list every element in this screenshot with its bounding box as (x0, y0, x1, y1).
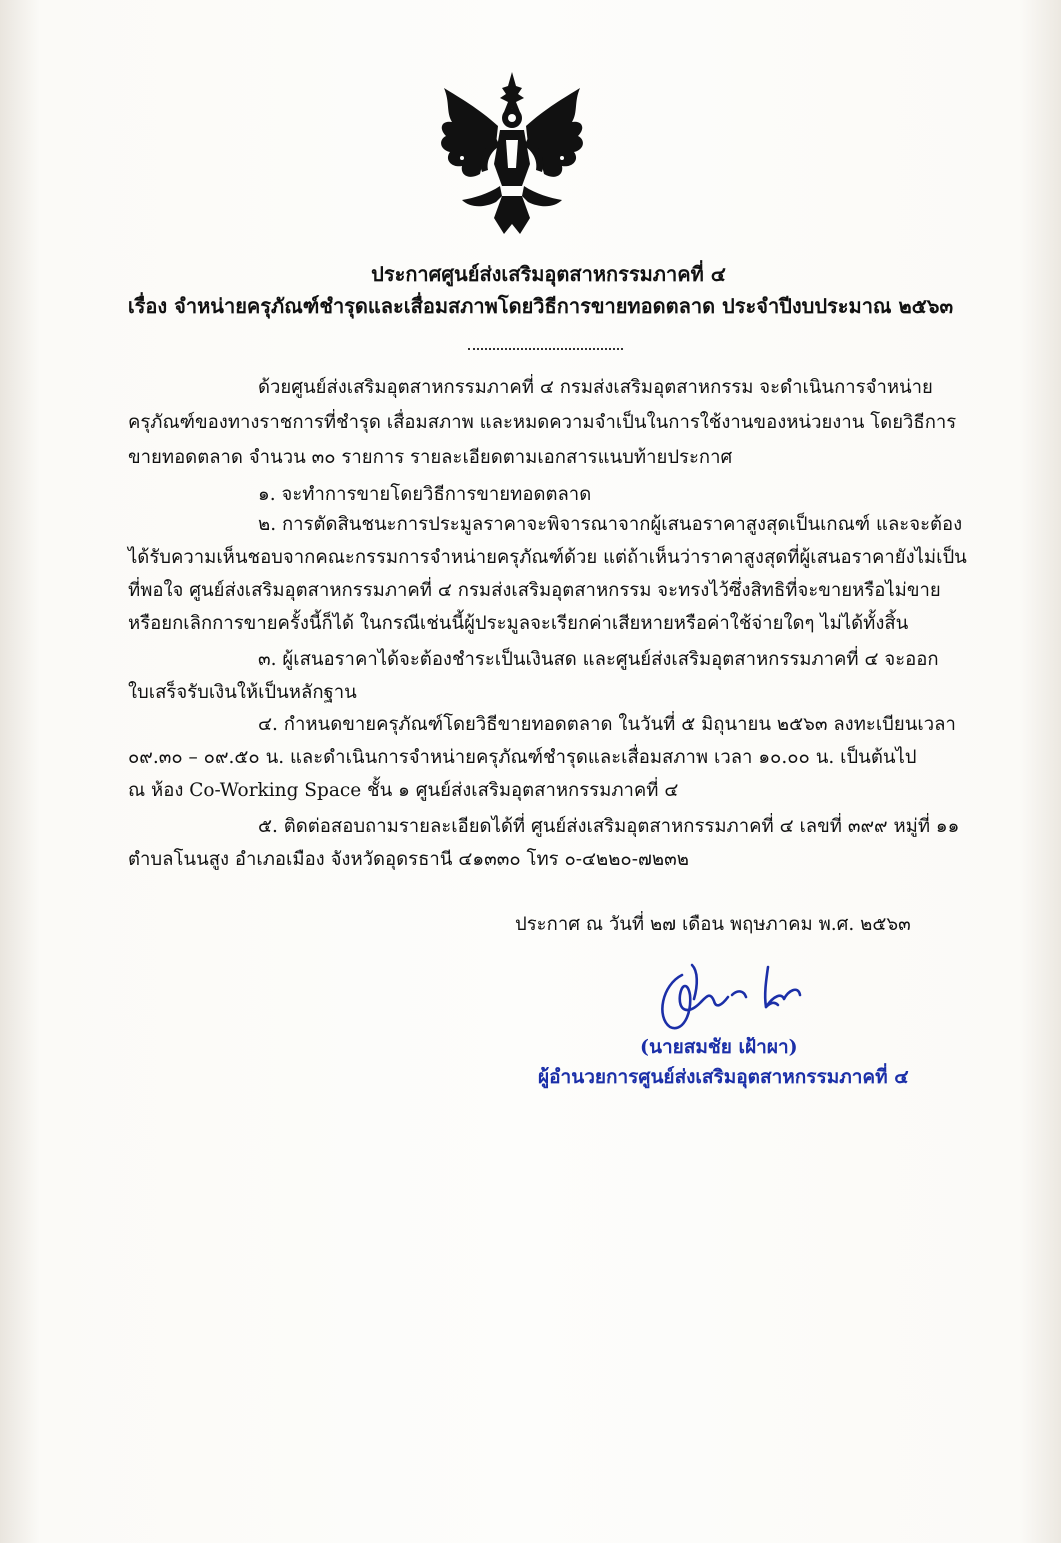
item-2-line-2: ได้รับความเห็นชอบจากคณะกรรมการจำหน่ายครุภัณฑ์ด้วย แต่ถ้าเห็นว่าราคาสูงสุดที่ผู้เสนอราคายังไม่เป็น (128, 547, 967, 568)
item-1-line-1: ๑. จะทำการขายโดยวิธีการขายทอดตลาด (258, 484, 592, 505)
announcement-title: ประกาศศูนย์ส่งเสริมอุตสาหกรรมภาคที่ ๔ (371, 262, 726, 286)
item-3-line-1: ๓. ผู้เสนอราคาได้จะต้องชำระเป็นเงินสด และศูนย์ส่งเสริมอุตสาหกรรมภาคที่ ๔ จะออก (258, 649, 939, 670)
garuda-emblem-icon (430, 68, 595, 238)
announcement-date: ประกาศ ณ วันที่ ๒๗ เดือน พฤษภาคม พ.ศ. ๒๕๖๓ (515, 914, 911, 935)
intro-line-1: ด้วยศูนย์ส่งเสริมอุตสาหกรรมภาคที่ ๔ กรมส่งเสริมอุตสาหกรรม จะดำเนินการจำหน่าย (258, 377, 933, 398)
item-5-line-1: ๕. ติดต่อสอบถามรายละเอียดได้ที่ ศูนย์ส่งเสริมอุตสาหกรรมภาคที่ ๔ เลขที่ ๓๙๙ หมู่ที่ ๑๑ (258, 816, 960, 837)
intro-line-2: ครุภัณฑ์ของทางราชการที่ชำรุด เสื่อมสภาพ และหมดความจำเป็นในการใช้งานของหน่วยงาน โดยวิธีการ (128, 412, 957, 433)
item-2-line-4: หรือยกเลิกการขายครั้งนี้ก็ได้ ในกรณีเช่นนี้ผู้ประมูลจะเรียกค่าเสียหายหรือค่าใช้จ่ายใดๆ ไม่ได้ทั้งสิ้น (128, 613, 909, 634)
item-3-line-2: ใบเสร็จรับเงินให้เป็นหลักฐาน (128, 682, 357, 703)
item-5-line-2: ตำบลโนนสูง อำเภอเมือง จังหวัดอุดรธานี ๔๑๓๓๐ โทร ๐-๔๒๒๐-๗๒๓๒ (128, 849, 689, 870)
dotted-divider (468, 338, 623, 350)
intro-line-3: ขายทอดตลาด จำนวน ๓๐ รายการ รายละเอียดตามเอกสารแนบท้ายประกาศ (128, 447, 733, 468)
item-4-line-1: ๔. กำหนดขายครุภัณฑ์โดยวิธีขายทอดตลาด ในวันที่ ๕ มิถุนายน ๒๕๖๓ ลงทะเบียนเวลา (258, 714, 956, 735)
item-4-line-2: ๐๙.๓๐ – ๐๙.๕๐ น. และดำเนินการจำหน่ายครุภัณฑ์ชำรุดและเสื่อมสภาพ เวลา ๑๐.๐๐ น. เป็นต้นไป (128, 747, 917, 768)
item-4-line-3: ณ ห้อง Co-Working Space ชั้น ๑ ศูนย์ส่งเสริมอุตสาหกรรมภาคที่ ๔ (128, 780, 679, 801)
item-2-line-1: ๒. การตัดสินชนะการประมูลราคาจะพิจารณาจากผู้เสนอราคาสูงสุดเป็นเกณฑ์ และจะต้อง (258, 514, 963, 535)
announcement-subject: เรื่อง จำหน่ายครุภัณฑ์ชำรุดและเสื่อมสภาพโดยวิธีการขายทอดตลาด ประจำปีงบประมาณ ๒๕๖๓ (127, 294, 954, 318)
signer-name: (นายสมชัย เฝ้าผา) (640, 1036, 798, 1058)
signer-position: ผู้อำนวยการศูนย์ส่งเสริมอุตสาหกรรมภาคที่ ๔ (538, 1066, 909, 1088)
item-2-line-3: ที่พอใจ ศูนย์ส่งเสริมอุตสาหกรรมภาคที่ ๔ กรมส่งเสริมอุตสาหกรรม จะทรงไว้ซึ่งสิทธิที่จะขายหรือไม่ขาย (128, 580, 941, 601)
